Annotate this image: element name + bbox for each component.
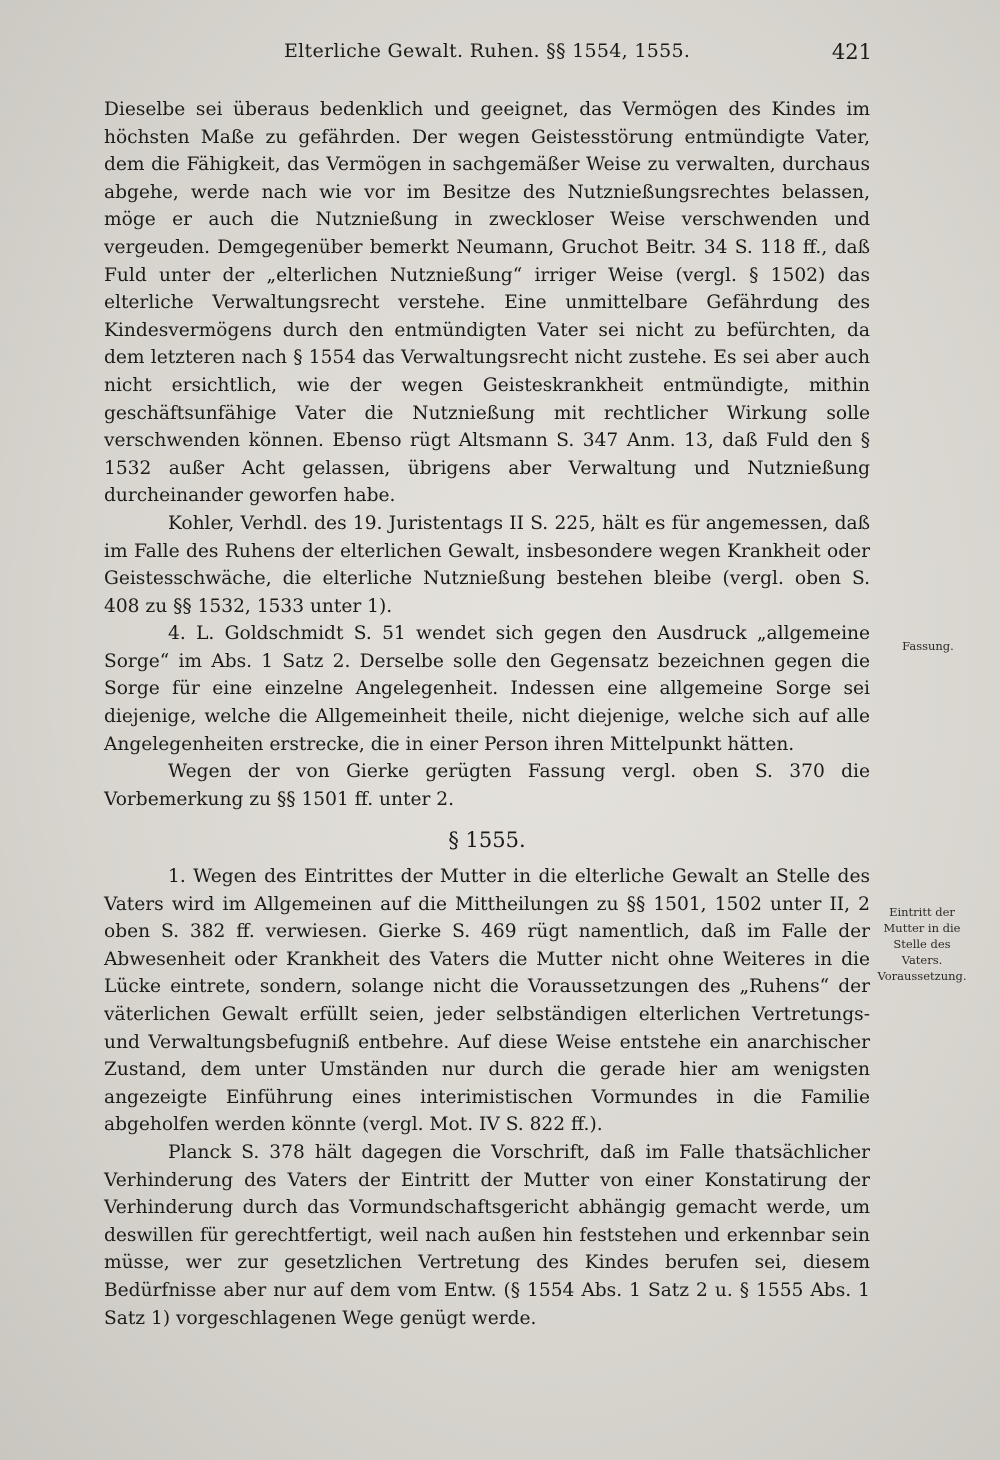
margin-note-fassung: Fassung. — [902, 639, 954, 653]
paragraph-2: Kohler, Verhdl. des 19. Juristentags II S. 225, hält es für angemessen, daß im Falle des Ruhens der elterlichen Gewalt, insbesondere wegen Krankheit oder Geistesschwäche, die elterliche Nutznießung bestehen bleibe (vergl. oben S. 408 zu §§ 1532, 1533 unter 1). — [104, 512, 870, 617]
section-heading: § 1555. — [448, 828, 526, 853]
paragraph-3: 4. L. Goldschmidt S. 51 wendet sich gegen den Ausdruck „allgemeine Sorge“ im Abs. 1 Satz 2. Derselbe solle den Gegensatz bezeichnen gegen die Sorge für eine einzelne Angelegenheit. Indessen eine allgemeine Sorge sei diejenige, welche die Allgemeinheit theile, nicht diejenige, welche sich auf alle Angelegenheiten erstrecke, die in einer Person ihren Mittelpunkt hätten. — [104, 623, 870, 755]
paragraph-5: 1. Wegen des Eintrittes der Mutter in die elterliche Gewalt an Stelle des Vaters wird im Allgemeinen auf die Mittheilungen zu §§ 1501, 1502 unter II, 2 oben S. 382 ff. verwiesen. Gierke S. 469 rügt namentlich, daß im Falle der Abwesenheit oder Krankheit des Vaters die Mutter nicht ohne Weiteres in die Lücke eintrete, sondern, solange nicht die Voraussetzungen des „Ruhens“ der väterlichen Gewalt erfüllt seien, jeder selbständigen elterlichen Vertretungs- und Verwaltungsbefugniß entbehre. Auf diese Weise entstehe ein anarchischer Zustand, dem unter Umständen nur durch die gerade hier am wenigsten angezeigte Einführung eines interimistischen Vormundes in die Familie abgeholfen werden könnte (vergl. Mot. IV S. 822 ff.). — [104, 866, 870, 1136]
running-head — [104, 40, 872, 70]
paragraph-6: Planck S. 378 hält dagegen die Vorschrift, daß im Falle thatsächlicher Verhinderung des Vaters der Eintritt der Mutter von einer Konstatirung der Verhinderung durch das Vormundschaftsgericht abhängig gemacht werde, um deswillen für gerechtfertigt, weil nach außen hin feststehen und erkennbar sein müsse, wer zur gesetzlichen Vertretung des Kindes berufen sei, diesem Bedürfnisse aber nur auf dem vom Entw. (§ 1554 Abs. 1 Satz 2 u. § 1555 Abs. 1 Satz 1) vorgeschlagenen Wege genügt werde. — [104, 1141, 870, 1329]
margin-note-eintritt: Eintritt der Mutter in die Stelle des Vaters. Voraussetzung. — [877, 905, 967, 983]
page-number: 421 — [831, 40, 872, 64]
body-text — [104, 96, 870, 1332]
paragraph-1: Dieselbe sei überaus bedenklich und geeignet, das Vermögen des Kindes im höchsten Maße zu gefährden. Der wegen Geistesstörung entmündigte Vater, dem die Fähigkeit, das Vermögen in sachgemäßer Weise zu verwalten, durchaus abgehe, werde nach wie vor im Besitze des Nutznießungsrechtes belassen, möge er auch die Nutznießung in zweckloser Weise verschwenden und vergeuden. Demgegenüber bemerkt Neumann, Gruchot Beitr. 34 S. 118 ff., daß Fuld unter der „elterlichen Nutznießung“ irriger Weise (vergl. § 1502) das elterliche Verwaltungsrecht verstehe. Eine unmittelbare Gefährdung des Kindesvermögens durch den entmündigten Vater sei nicht zu befürchten, da dem letzteren nach § 1554 das Verwaltungsrecht nicht zustehe. Es sei aber auch nicht ersichtlich, wie der wegen Geisteskrankheit entmündigte, mithin geschäftsunfähige Vater die Nutznießung mit rechtlicher Wirkung solle verschwenden können. Ebenso rügt Altsmann S. 347 Anm. 13, daß Fuld den § 1532 außer Acht gelassen, übrigens aber Verwaltung und Nutznießung durcheinander geworfen habe. — [104, 99, 870, 507]
running-title: Elterliche Gewalt. Ruhen. §§ 1554, 1555. — [284, 40, 691, 62]
paragraph-4: Wegen der von Gierke gerügten Fassung vergl. oben S. 370 die Vorbemerkung zu §§ 1501 ff. unter 2. — [104, 761, 870, 810]
